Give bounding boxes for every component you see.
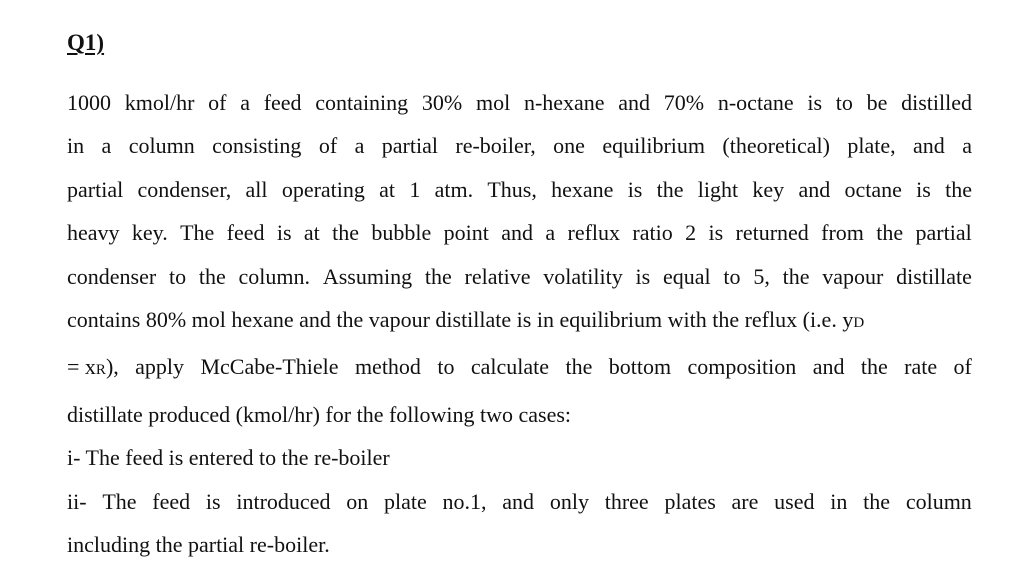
- subscript-d: D: [853, 315, 865, 332]
- word: vapour: [822, 263, 884, 289]
- paragraph-line-2: [67, 124, 972, 167]
- word: be: [866, 90, 888, 115]
- word: light: [697, 176, 739, 202]
- word: of: [953, 354, 972, 380]
- word: The: [180, 220, 215, 246]
- subscript-r: R: [95, 362, 106, 379]
- word: one: [553, 133, 585, 159]
- word: bottom: [608, 354, 672, 380]
- word: a: [545, 220, 556, 246]
- word: key: [752, 176, 785, 202]
- word: composition: [687, 354, 797, 380]
- word: partial: [381, 133, 438, 159]
- question-label: Q1): [67, 30, 105, 55]
- word: 2: [685, 220, 697, 246]
- word: Assuming: [322, 263, 413, 289]
- paragraph-line-1: [67, 81, 972, 124]
- word: ),: [105, 354, 119, 380]
- case-i: i- The feed is entered to the re-boiler: [67, 445, 390, 471]
- word: 5,: [753, 263, 770, 289]
- word: condenser,: [137, 176, 232, 202]
- word: is: [276, 220, 292, 246]
- word: and: [502, 488, 535, 514]
- word: bubble: [371, 220, 432, 246]
- word: hexane: [551, 176, 614, 202]
- word: only: [549, 488, 589, 514]
- word: to: [835, 90, 853, 115]
- word: a: [962, 133, 972, 159]
- paragraph-line-6: [67, 298, 972, 345]
- word: n-octane: [717, 90, 794, 115]
- word: the: [945, 176, 972, 202]
- word: mol: [475, 90, 511, 115]
- word: 1: [409, 176, 421, 202]
- word: on: [346, 488, 369, 514]
- word: column: [905, 488, 972, 514]
- case-ii-line-2: including the partial re-boiler.: [67, 532, 330, 558]
- word: feed: [263, 90, 302, 115]
- paragraph-line-8: distillate produced (kmol/hr) for the following two cases:: [67, 401, 572, 427]
- word: consisting: [212, 133, 302, 159]
- equals-x: = x: [67, 354, 96, 380]
- word: at: [379, 176, 396, 202]
- word: 30%: [421, 90, 463, 115]
- word: octane: [844, 176, 902, 202]
- word: point: [443, 220, 489, 246]
- word: partial: [67, 176, 124, 202]
- word: re-boiler,: [455, 133, 536, 159]
- word: calculate: [470, 354, 550, 380]
- word: partial: [915, 220, 972, 246]
- word: returned: [735, 220, 809, 246]
- word: containing: [315, 90, 409, 115]
- word: The: [102, 488, 137, 514]
- word: plates: [664, 488, 716, 514]
- word: Thus,: [487, 176, 537, 202]
- word: the: [863, 488, 891, 514]
- word: no.1,: [442, 488, 487, 514]
- word: a: [240, 90, 250, 115]
- word: from: [821, 220, 864, 246]
- word: reflux: [567, 220, 621, 246]
- word: is: [708, 220, 724, 246]
- word: relative: [464, 263, 531, 289]
- word: the: [860, 354, 888, 380]
- paragraph-line-4: [67, 211, 972, 254]
- word: operating: [281, 176, 365, 202]
- word: to: [723, 263, 741, 289]
- word: the: [656, 176, 684, 202]
- word: ii-: [67, 488, 87, 514]
- word: is: [635, 263, 651, 289]
- word: plate,: [847, 133, 896, 159]
- word: 70%: [663, 90, 705, 115]
- word: key.: [131, 220, 168, 246]
- word: at: [303, 220, 320, 246]
- word: three: [604, 488, 649, 514]
- word: distillate: [896, 263, 972, 289]
- paragraph-line-7-start: [67, 345, 106, 392]
- word: introduced: [236, 488, 331, 514]
- word: heavy: [67, 220, 120, 246]
- word: the: [198, 263, 226, 289]
- case-ii-line-1: [67, 480, 972, 523]
- paragraph-line-7-rest: [106, 345, 972, 392]
- word: and: [501, 220, 534, 246]
- word: to: [437, 354, 455, 380]
- word: atm.: [434, 176, 474, 202]
- word: condenser: [67, 263, 157, 289]
- word: 1000: [67, 90, 111, 115]
- word: equal: [662, 263, 711, 289]
- word: apply: [135, 354, 185, 380]
- paragraph-line-3: [67, 168, 972, 211]
- word: the: [782, 263, 810, 289]
- word: column: [128, 133, 195, 159]
- word: and: [798, 176, 831, 202]
- word: distilled: [901, 90, 972, 115]
- word: is: [807, 90, 823, 115]
- paragraph-line-6-text: contains 80% mol hexane and the vapour distillate is in equilibrium with the reflux (i.e. y: [67, 307, 854, 333]
- word: a: [101, 133, 112, 159]
- word: in: [830, 488, 848, 514]
- word: and: [913, 133, 945, 159]
- word: of: [208, 90, 227, 115]
- word: is: [627, 176, 643, 202]
- word: feed: [226, 220, 265, 246]
- word: ratio: [632, 220, 673, 246]
- word: are: [731, 488, 759, 514]
- word: volatility: [543, 263, 623, 289]
- word: is: [916, 176, 931, 202]
- word: all: [245, 176, 268, 202]
- word: used: [774, 488, 815, 514]
- word: and: [618, 90, 651, 115]
- word: a: [354, 133, 365, 159]
- word: the: [332, 220, 360, 246]
- word: and: [812, 354, 845, 380]
- word: is: [205, 488, 221, 514]
- word: feed: [152, 488, 191, 514]
- word: equilibrium: [602, 133, 705, 159]
- word: method: [354, 354, 421, 380]
- word: the: [876, 220, 904, 246]
- word: the: [424, 263, 452, 289]
- word: McCabe-Thiele: [200, 354, 339, 380]
- word: the: [565, 354, 593, 380]
- paragraph-line-7: [67, 345, 972, 392]
- word: to: [168, 263, 187, 289]
- question-body: [67, 81, 972, 566]
- word: of: [318, 133, 338, 159]
- word: rate: [904, 354, 938, 380]
- word: kmol/hr: [124, 90, 195, 115]
- word: in: [67, 133, 85, 159]
- word: (theoretical): [722, 133, 830, 159]
- word: column.: [238, 263, 311, 289]
- paragraph-line-5: [67, 255, 972, 298]
- word: n-hexane: [523, 90, 605, 115]
- word: plate: [384, 488, 427, 514]
